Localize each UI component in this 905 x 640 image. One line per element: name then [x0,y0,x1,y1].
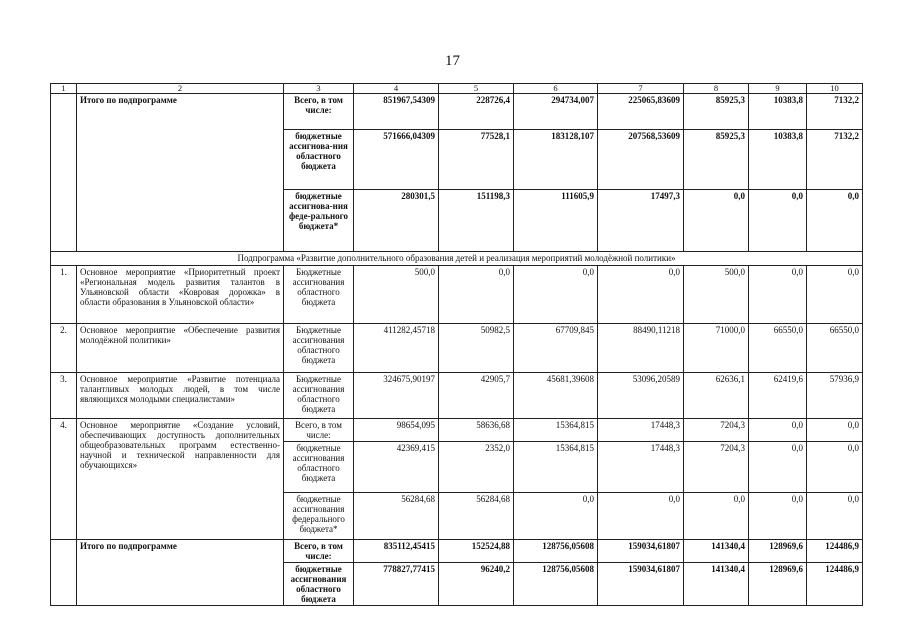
amount-cell: 0,0 [439,266,514,324]
amount-cell: 62419,6 [749,373,807,419]
amount-cell: 111605,9 [514,190,598,252]
activity-name: Основное мероприятие «Приоритетный проект «Региональная модель развития талантов в Ульяновской области «Ковровая дорожка» в области образования в Ульяновской области» [77,266,284,324]
amount-cell: 17448,3 [598,442,684,493]
column-number: 10 [807,84,863,94]
amount-cell: 45681,39608 [514,373,598,419]
amount-cell: 17497,3 [598,190,684,252]
column-number: 2 [77,84,284,94]
amount-cell: 124486,9 [807,563,863,606]
amount-cell: 58636,68 [439,419,514,442]
amount-cell: 56284,68 [439,493,514,540]
amount-cell: 42369,415 [354,442,439,493]
subtotal-label: Итого по подпрограмме [77,94,284,252]
amount-cell: 17448,3 [598,419,684,442]
amount-cell: 56284,68 [354,493,439,540]
amount-cell: 0,0 [749,442,807,493]
amount-cell: 67709,845 [514,324,598,373]
amount-cell: 98654,095 [354,419,439,442]
amount-cell: 0,0 [684,190,749,252]
column-number: 7 [598,84,684,94]
table-body [51,84,863,606]
column-number: 6 [514,84,598,94]
amount-cell: 0,0 [749,266,807,324]
amount-cell: 411282,45718 [354,324,439,373]
amount-cell: 10383,8 [749,130,807,190]
row-number [51,94,77,252]
amount-cell: 7132,2 [807,130,863,190]
amount-cell: 124486,9 [807,540,863,563]
column-number-row [51,84,863,94]
amount-cell: 0,0 [514,266,598,324]
amount-cell: 500,0 [684,266,749,324]
section-row [51,252,863,266]
page-number: 17 [445,53,460,69]
amount-cell: 96240,2 [439,563,514,606]
amount-cell: 85925,3 [684,94,749,130]
funding-source: Всего, в том числе: [284,94,354,130]
column-number: 9 [749,84,807,94]
amount-cell: 15364,815 [514,442,598,493]
amount-cell: 7132,2 [807,94,863,130]
amount-cell: 152524,88 [439,540,514,563]
amount-cell: 0,0 [807,190,863,252]
amount-cell: 225065,83609 [598,94,684,130]
row-number [51,540,77,606]
row-number: 3. [51,373,77,419]
amount-cell: 0,0 [749,493,807,540]
amount-cell: 0,0 [807,493,863,540]
amount-cell: 500,0 [354,266,439,324]
funding-source: бюджетные ассигнова-ния феде-рального бюджета* [284,190,354,252]
column-number: 1 [51,84,77,94]
amount-cell: 835112,45415 [354,540,439,563]
amount-cell: 2352,0 [439,442,514,493]
amount-cell: 0,0 [807,419,863,442]
funding-source: бюджетные ассигнования областного бюджета [284,563,354,606]
activity-name: Основное мероприятие «Создание условий, обеспечивающих доступность дополнительных общеобразовательных программ естественно-научной и технической направленности для обучающихся» [77,419,284,540]
amount-cell: 0,0 [684,493,749,540]
amount-cell: 0,0 [598,266,684,324]
amount-cell: 42905,7 [439,373,514,419]
amount-cell: 15364,815 [514,419,598,442]
funding-source: бюджетные ассигнования федерального бюджета* [284,493,354,540]
amount-cell: 294734,007 [514,94,598,130]
funding-source: Всего, в том числе: [284,540,354,563]
subtotal-label: Итого по подпрограмме [77,540,284,606]
amount-cell: 0,0 [749,190,807,252]
amount-cell: 128756,05608 [514,540,598,563]
amount-cell: 183128,107 [514,130,598,190]
section-title: Подпрограмма «Развитие дополнительного образования детей и реализация мероприятий молодёжной политики» [51,252,863,266]
amount-cell: 10383,8 [749,94,807,130]
activity-name: Основное мероприятие «Обеспечение развития молодёжной политики» [77,324,284,373]
amount-cell: 88490,11218 [598,324,684,373]
amount-cell: 128756,05608 [514,563,598,606]
row-number: 4. [51,419,77,540]
total-row [51,94,863,130]
amount-cell: 141340,4 [684,563,749,606]
table-row [51,419,863,442]
amount-cell: 280301,5 [354,190,439,252]
amount-cell: 7204,3 [684,419,749,442]
row-number: 2. [51,324,77,373]
amount-cell: 53096,20589 [598,373,684,419]
funding-source: Бюджетные ассигнования областного бюджета [284,324,354,373]
amount-cell: 151198,3 [439,190,514,252]
amount-cell: 0,0 [514,493,598,540]
table-row [51,266,863,324]
amount-cell: 571666,04309 [354,130,439,190]
amount-cell: 128969,6 [749,563,807,606]
amount-cell: 141340,4 [684,540,749,563]
funding-source: Бюджетные ассигнования областного бюджета [284,266,354,324]
amount-cell: 0,0 [749,419,807,442]
amount-cell: 778827,77415 [354,563,439,606]
budget-table [50,83,863,606]
amount-cell: 324675,90197 [354,373,439,419]
amount-cell: 71000,0 [684,324,749,373]
amount-cell: 50982,5 [439,324,514,373]
column-number: 3 [284,84,354,94]
amount-cell: 159034,61807 [598,563,684,606]
amount-cell: 228726,4 [439,94,514,130]
row-number: 1. [51,266,77,324]
column-number: 5 [439,84,514,94]
funding-source: Всего, в том числе: [284,419,354,442]
amount-cell: 66550,0 [807,324,863,373]
funding-source: бюджетные ассигнования областного бюджета [284,442,354,493]
amount-cell: 62636,1 [684,373,749,419]
amount-cell: 128969,6 [749,540,807,563]
amount-cell: 0,0 [807,442,863,493]
amount-cell: 57936,9 [807,373,863,419]
funding-source: Бюджетные ассигнования областного бюджета [284,373,354,419]
column-number: 8 [684,84,749,94]
amount-cell: 85925,3 [684,130,749,190]
funding-source: бюджетные ассигнова-ния областного бюджета [284,130,354,190]
amount-cell: 159034,61807 [598,540,684,563]
amount-cell: 207568,53609 [598,130,684,190]
table-row [51,324,863,373]
column-number: 4 [354,84,439,94]
amount-cell: 7204,3 [684,442,749,493]
amount-cell: 0,0 [807,266,863,324]
activity-name: Основное мероприятие «Развитие потенциала талантливых молодых людей, в том числе являющихся молодыми специалистами» [77,373,284,419]
total-row [51,540,863,563]
amount-cell: 77528,1 [439,130,514,190]
amount-cell: 0,0 [598,493,684,540]
table-row [51,373,863,419]
amount-cell: 66550,0 [749,324,807,373]
amount-cell: 851967,54309 [354,94,439,130]
